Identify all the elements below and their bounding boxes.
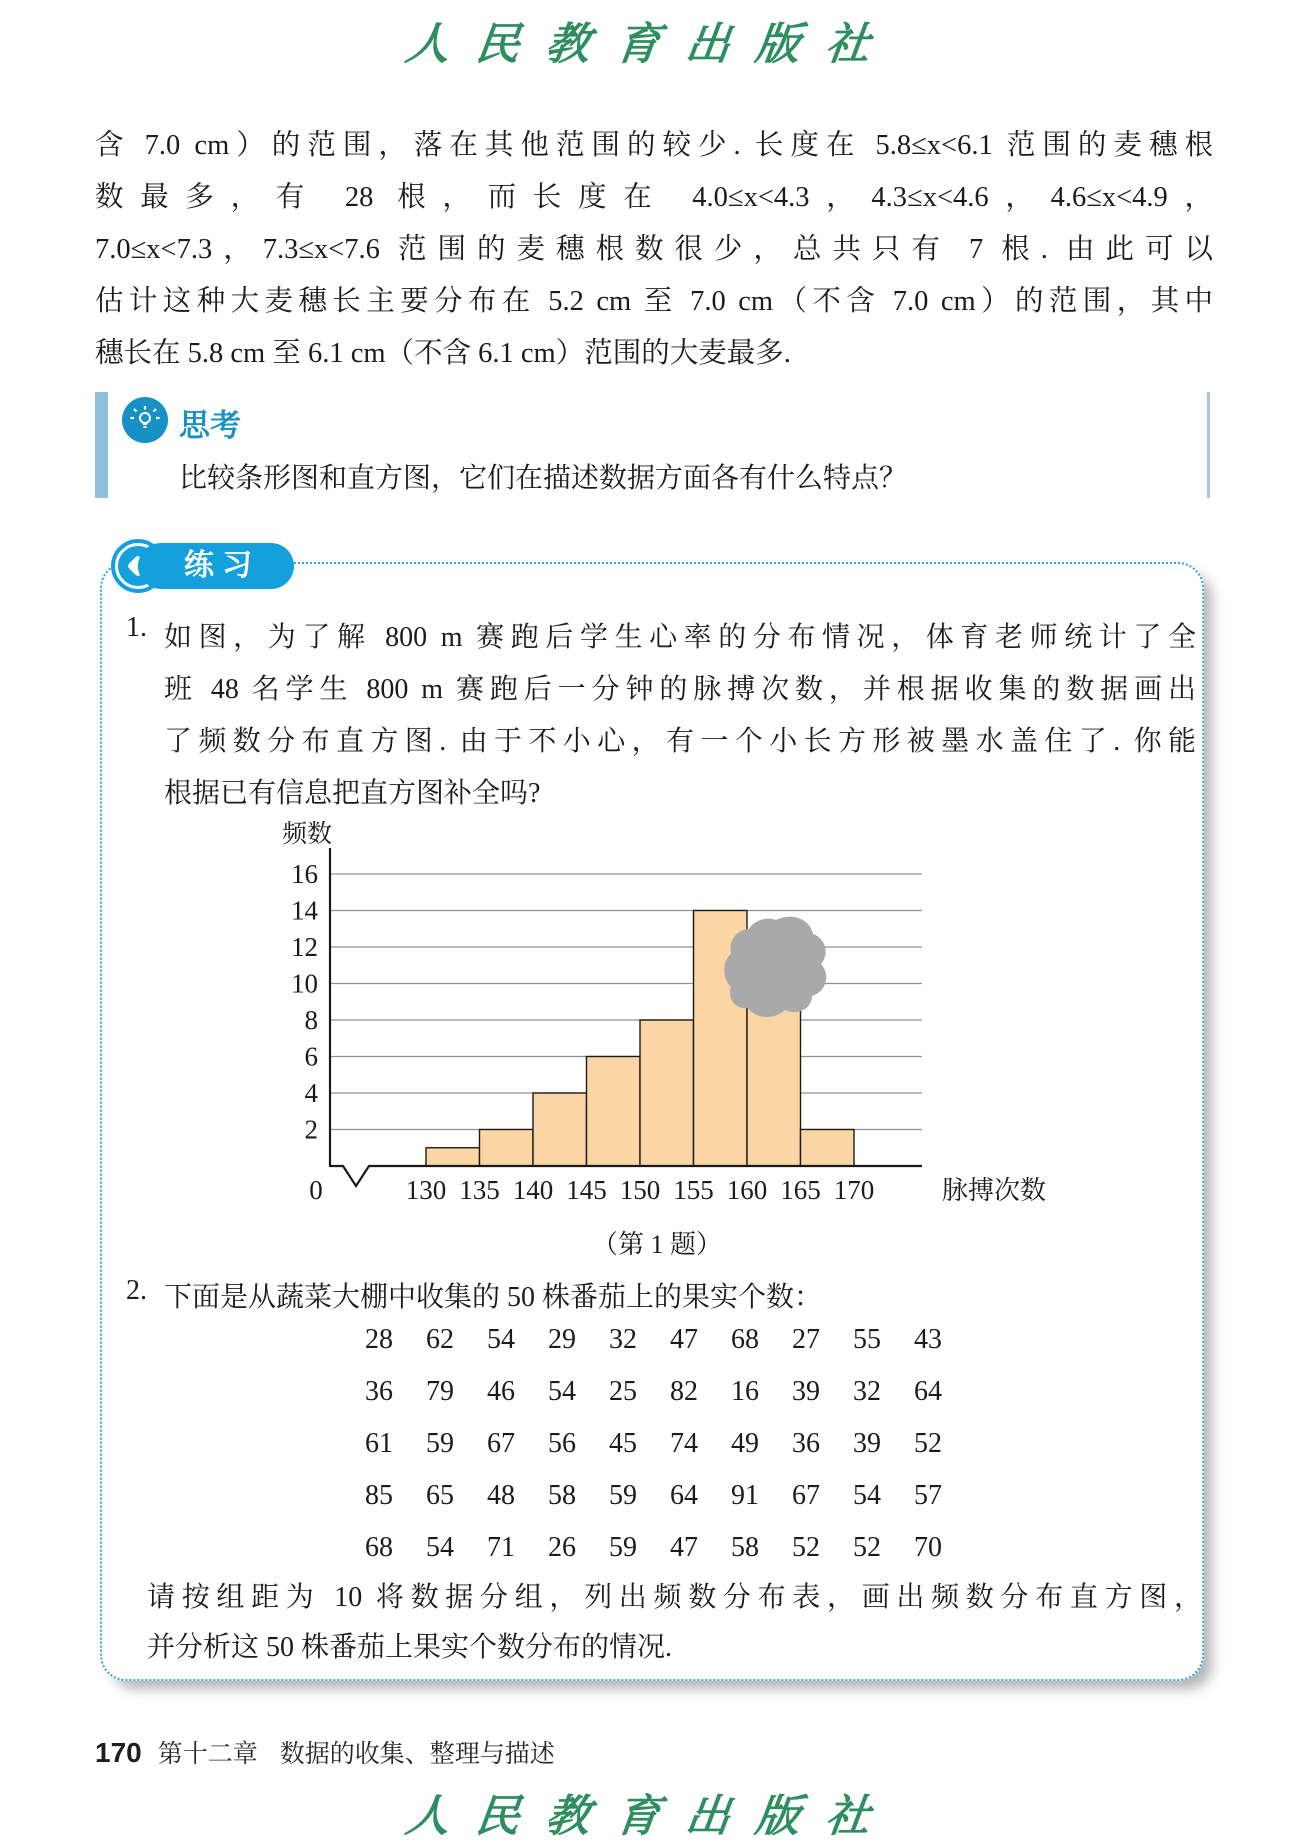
tomato-count-value: 46	[487, 1376, 515, 1407]
tomato-count-value: 36	[365, 1376, 393, 1407]
publisher-logo-bottom: 人民教育出版社	[402, 1792, 899, 1841]
x-tick-label: 150	[619, 1175, 661, 1205]
tomato-count-value: 59	[426, 1428, 454, 1459]
histogram-bar	[747, 1002, 801, 1166]
question-1-text	[164, 612, 1196, 820]
tomato-count-value: 68	[365, 1532, 393, 1563]
question-1-line: 如图，为了解 800 m 赛跑后学生心率的分布情况，体育老师统计了全	[164, 622, 1196, 653]
exercise-badge-label: 练习	[138, 543, 294, 589]
x-tick-label: 145	[566, 1175, 607, 1205]
think-head-lightbulb-icon	[121, 396, 169, 444]
tomato-count-value: 54	[548, 1376, 576, 1407]
intro-paragraph	[95, 120, 1213, 380]
tomato-count-value: 57	[914, 1480, 942, 1511]
origin-label: 0	[309, 1175, 323, 1205]
tomato-count-value: 36	[792, 1428, 820, 1459]
think-title: 思考	[179, 408, 241, 443]
tomato-count-value: 55	[853, 1324, 881, 1355]
y-tick-label: 2	[304, 1114, 318, 1145]
y-axis-label: 频数	[282, 821, 333, 848]
tomato-count-value: 64	[670, 1480, 698, 1511]
page-number: 170	[95, 1737, 142, 1768]
chart-caption: （第 1 题）	[591, 1230, 722, 1259]
tomato-count-value: 61	[365, 1428, 393, 1459]
tomato-count-value: 85	[365, 1480, 393, 1511]
intro-line: 含 7.0 cm）的范围，落在其他范围的较少. 长度在 5.8≤x<6.1 范围的麦穗根	[95, 130, 1213, 161]
tomato-count-value: 70	[914, 1532, 942, 1563]
tomato-count-value: 52	[914, 1428, 942, 1459]
tomato-count-value: 25	[609, 1376, 637, 1407]
publisher-logo-top: 人民教育出版社	[402, 20, 899, 69]
exercise-badge	[110, 538, 340, 594]
tomato-count-value: 62	[426, 1324, 454, 1355]
intro-line: 7.0≤x<7.3，7.3≤x<7.6 范围的麦穗根数很少，总共只有 7 根. 由此可以	[95, 234, 1213, 265]
tomato-count-value: 71	[487, 1532, 515, 1563]
histogram-bar	[587, 1057, 641, 1167]
tomato-count-value: 74	[670, 1428, 698, 1459]
tomato-count-value: 49	[731, 1428, 759, 1459]
x-tick-label: 165	[780, 1175, 821, 1205]
histogram-bar	[426, 1148, 480, 1166]
tomato-count-value: 28	[365, 1324, 393, 1355]
y-tick-label: 8	[304, 1005, 318, 1035]
x-tick-label: 130	[405, 1175, 447, 1205]
tomato-count-value: 39	[792, 1376, 820, 1407]
think-left-accent-bar	[95, 392, 108, 498]
tomato-count-value: 52	[792, 1532, 820, 1563]
question-1-line: 根据已有信息把直方图补全吗?	[164, 778, 541, 809]
y-tick-label: 14	[291, 895, 318, 926]
tomato-count-value: 47	[670, 1324, 698, 1355]
tomato-count-value: 43	[914, 1324, 942, 1355]
tomato-count-value: 45	[609, 1428, 637, 1459]
tomato-count-value: 27	[792, 1324, 820, 1355]
tomato-count-value: 16	[731, 1376, 759, 1407]
chapter-title: 数据的收集、整理与描述	[279, 1741, 555, 1768]
question-2-number: 2.	[126, 1275, 147, 1306]
tomato-count-value: 52	[853, 1532, 881, 1563]
tomato-count-value: 48	[487, 1480, 515, 1511]
histogram-bar	[533, 1093, 587, 1166]
question-2-instruction-line: 请按组距为 10 将数据分组，列出频数分布表，画出频数分布直方图，	[147, 1582, 1202, 1613]
tomato-count-value: 29	[548, 1324, 576, 1355]
think-section	[95, 392, 1210, 498]
tomato-count-value: 91	[731, 1480, 759, 1511]
tomato-count-value: 32	[609, 1324, 637, 1355]
tomato-count-value: 59	[609, 1532, 637, 1563]
tomato-count-value: 64	[914, 1376, 942, 1407]
tomato-count-value: 26	[548, 1532, 576, 1563]
question-1-line: 了频数分布直方图. 由于不小心，有一个小长方形被墨水盖住了. 你能	[164, 726, 1196, 757]
x-axis-label: 脉搏次数	[942, 1176, 1047, 1205]
histogram-bar	[480, 1130, 534, 1167]
question-2-intro: 下面是从蔬菜大棚中收集的 50 株番茄上的果实个数：	[164, 1282, 823, 1313]
y-tick-label: 10	[291, 968, 318, 999]
tomato-count-value: 39	[853, 1428, 881, 1459]
y-tick-label: 6	[304, 1041, 318, 1072]
chapter-number: 第十二章	[157, 1741, 258, 1768]
intro-line: 估计这种大麦穗长主要分布在 5.2 cm 至 7.0 cm（不含 7.0 cm）的范围，其中	[95, 286, 1213, 317]
page-footer	[95, 1734, 555, 1770]
tomato-count-value: 68	[731, 1324, 759, 1355]
tomato-count-value: 79	[426, 1376, 454, 1407]
x-tick-label: 170	[833, 1175, 875, 1205]
tomato-count-value: 32	[853, 1376, 881, 1407]
histogram-bar	[640, 1020, 694, 1166]
x-tick-label: 135	[459, 1175, 500, 1205]
tomato-count-value: 54	[853, 1480, 881, 1511]
tomato-count-value: 58	[731, 1532, 759, 1563]
histogram-bar	[801, 1130, 855, 1167]
x-tick-label: 155	[673, 1175, 714, 1205]
tomato-count-value: 65	[426, 1480, 454, 1511]
tomato-count-value: 56	[548, 1428, 576, 1459]
tomato-data-table	[365, 1324, 975, 1584]
tomato-count-value: 67	[792, 1480, 820, 1511]
intro-line: 数最多，有 28 根，而长度在 4.0≤x<4.3，4.3≤x<4.6，4.6≤x<4.9，	[95, 182, 1213, 213]
y-tick-label: 16	[291, 859, 318, 889]
question-2-instruction-line: 并分析这 50 株番茄上果实个数分布的情况.	[147, 1632, 673, 1663]
pulse-histogram-chart	[252, 802, 1062, 1222]
tomato-count-value: 54	[487, 1324, 515, 1355]
x-tick-label: 160	[726, 1175, 768, 1205]
think-question-text: 比较条形图和直方图，它们在描述数据方面各有什么特点？	[179, 463, 908, 494]
x-tick-label: 140	[512, 1175, 554, 1205]
intro-line: 穗长在 5.8 cm 至 6.1 cm（不含 6.1 cm）范围的大麦最多.	[95, 338, 791, 369]
tomato-count-value: 58	[548, 1480, 576, 1511]
y-tick-label: 4	[304, 1078, 318, 1108]
tomato-count-value: 47	[670, 1532, 698, 1563]
tomato-count-value: 54	[426, 1532, 454, 1563]
exercise-box	[100, 549, 1204, 1681]
pulse-histogram-wrapper	[252, 802, 1062, 1222]
tomato-count-value: 67	[487, 1428, 515, 1459]
question-1-line: 班 48 名学生 800 m 赛跑后一分钟的脉搏次数，并根据收集的数据画出	[164, 674, 1196, 705]
tomato-count-value: 82	[670, 1376, 698, 1407]
tomato-count-value: 59	[609, 1480, 637, 1511]
y-tick-label: 12	[291, 932, 318, 962]
question-1-number: 1.	[126, 612, 147, 643]
